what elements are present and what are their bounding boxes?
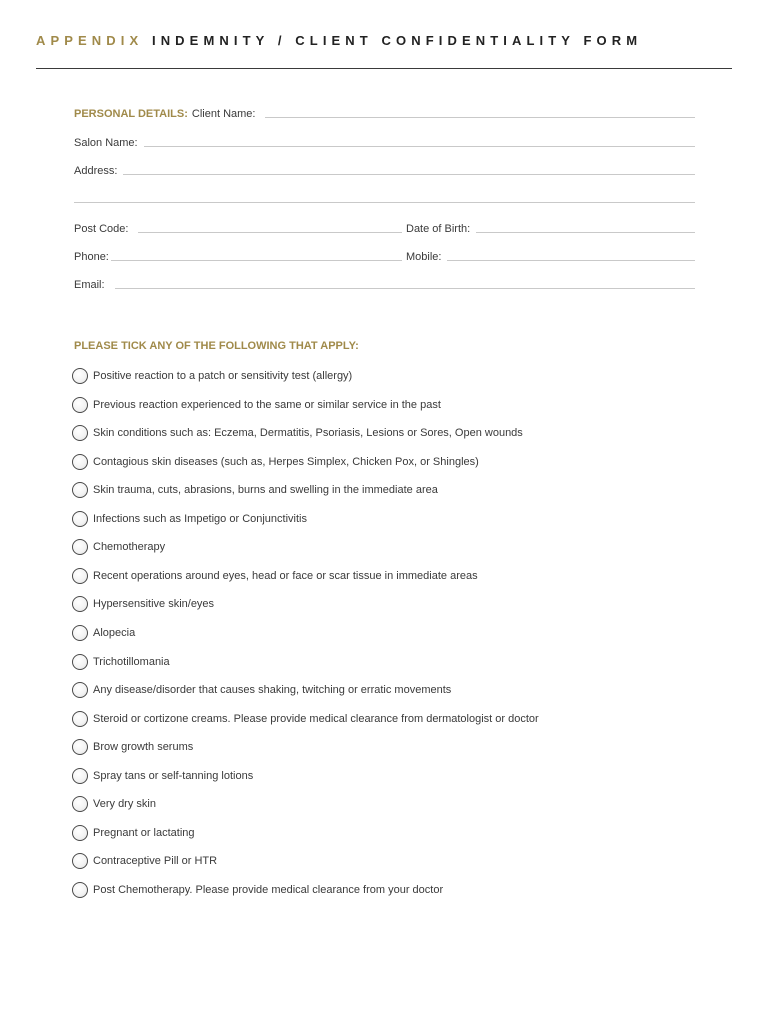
address-row (74, 161, 695, 177)
tick-item (72, 653, 170, 671)
tick-item-label: Very dry skin (93, 798, 156, 811)
tick-checkbox[interactable] (72, 796, 88, 812)
client-name-label: Client Name: (191, 108, 256, 120)
tick-item (72, 881, 443, 899)
tick-checkbox[interactable] (72, 511, 88, 527)
tick-item (72, 481, 438, 499)
email-label: Email: (74, 279, 105, 291)
tick-checkbox[interactable] (72, 625, 88, 641)
form-title: INDEMNITY / CLIENT CONFIDENTIALITY FORM (151, 33, 643, 48)
tick-item-label: Spray tans or self-tanning lotions (93, 769, 254, 782)
post-code-label: Post Code: (74, 223, 129, 235)
tick-checkbox[interactable] (72, 654, 88, 670)
email-row (74, 275, 695, 291)
tick-item (72, 624, 135, 642)
tick-item-label: Pregnant or lactating (93, 826, 195, 839)
tick-item-label: Infections such as Impetigo or Conjunctivitis (93, 512, 307, 525)
tick-item-label: Post Chemotherapy. Please provide medical clearance from your doctor (93, 883, 444, 896)
tick-item (72, 795, 156, 813)
tick-item (72, 538, 165, 556)
tick-section-heading: PLEASE TICK ANY OF THE FOLLOWING THAT APPLY: (74, 340, 359, 352)
tick-item (72, 767, 253, 785)
tick-checkbox[interactable] (72, 568, 88, 584)
address-label: Address: (74, 165, 118, 177)
tick-item (72, 681, 451, 699)
tick-item-label: Skin conditions such as: Eczema, Dermatitis, Psoriasis, Lesions or Sores, Open wounds (93, 427, 523, 440)
tick-item-label: Contraceptive Pill or HTR (93, 855, 218, 868)
tick-checkbox[interactable] (72, 739, 88, 755)
tick-item-label: Any disease/disorder that causes shaking, twitching or erratic movements (93, 684, 452, 697)
tick-item-label: Trichotillomania (93, 655, 170, 668)
client-name-field[interactable] (265, 117, 695, 118)
salon-name-label: Salon Name: (74, 137, 138, 149)
client-name-row (74, 104, 695, 120)
tick-checkbox[interactable] (72, 539, 88, 555)
postcode-dob-row (74, 219, 695, 235)
phone-mobile-row (74, 247, 695, 263)
tick-checkbox[interactable] (72, 454, 88, 470)
tick-item (72, 824, 195, 842)
tick-item (72, 595, 214, 613)
post-code-field[interactable] (138, 232, 402, 233)
salon-name-field[interactable] (144, 146, 695, 147)
tick-item (72, 738, 193, 756)
tick-item-label: Steroid or cortizone creams. Please provide medical clearance from dermatologist or doctor (93, 712, 539, 725)
tick-item-label: Recent operations around eyes, head or face or scar tissue in immediate areas (93, 569, 478, 582)
personal-details-heading: PERSONAL DETAILS: (74, 108, 188, 120)
tick-item-label: Contagious skin diseases (such as, Herpes Simplex, Chicken Pox, or Shingles) (93, 455, 479, 468)
salon-name-row (74, 133, 695, 149)
tick-item (72, 710, 539, 728)
tick-checkbox[interactable] (72, 368, 88, 384)
tick-item-label: Brow growth serums (93, 741, 194, 754)
appendix-label: APPENDIX (36, 33, 144, 48)
address-field-line1[interactable] (123, 174, 695, 175)
header-divider (36, 68, 732, 69)
tick-item (72, 567, 478, 585)
tick-item (72, 510, 307, 528)
tick-checkbox[interactable] (72, 596, 88, 612)
tick-checkbox[interactable] (72, 825, 88, 841)
tick-item-label: Hypersensitive skin/eyes (93, 598, 215, 611)
phone-label: Phone: (74, 251, 109, 263)
phone-field[interactable] (111, 260, 402, 261)
mobile-label: Mobile: (406, 251, 442, 263)
tick-item (72, 396, 441, 414)
tick-checkbox[interactable] (72, 397, 88, 413)
dob-field[interactable] (476, 232, 695, 233)
address-field-line2[interactable] (74, 202, 695, 203)
tick-item-label: Skin trauma, cuts, abrasions, burns and swelling in the immediate area (93, 484, 438, 497)
tick-item-label: Previous reaction experienced to the same or similar service in the past (93, 398, 441, 411)
tick-checkbox[interactable] (72, 882, 88, 898)
tick-item-label: Alopecia (93, 626, 136, 639)
tick-checkbox[interactable] (72, 768, 88, 784)
tick-checkbox[interactable] (72, 853, 88, 869)
tick-checkbox[interactable] (72, 711, 88, 727)
tick-item (72, 852, 217, 870)
email-field[interactable] (115, 288, 695, 289)
tick-item (72, 453, 479, 471)
tick-item-label: Positive reaction to a patch or sensitivity test (allergy) (93, 370, 353, 382)
tick-checkbox[interactable] (72, 682, 88, 698)
mobile-field[interactable] (447, 260, 695, 261)
tick-checkbox[interactable] (72, 482, 88, 498)
form-header (36, 33, 642, 48)
tick-item (72, 367, 352, 385)
tick-item-label: Chemotherapy (93, 541, 166, 554)
address-row-2 (74, 189, 695, 205)
tick-item (72, 424, 523, 442)
tick-checkbox[interactable] (72, 425, 88, 441)
dob-label: Date of Birth: (406, 223, 471, 235)
